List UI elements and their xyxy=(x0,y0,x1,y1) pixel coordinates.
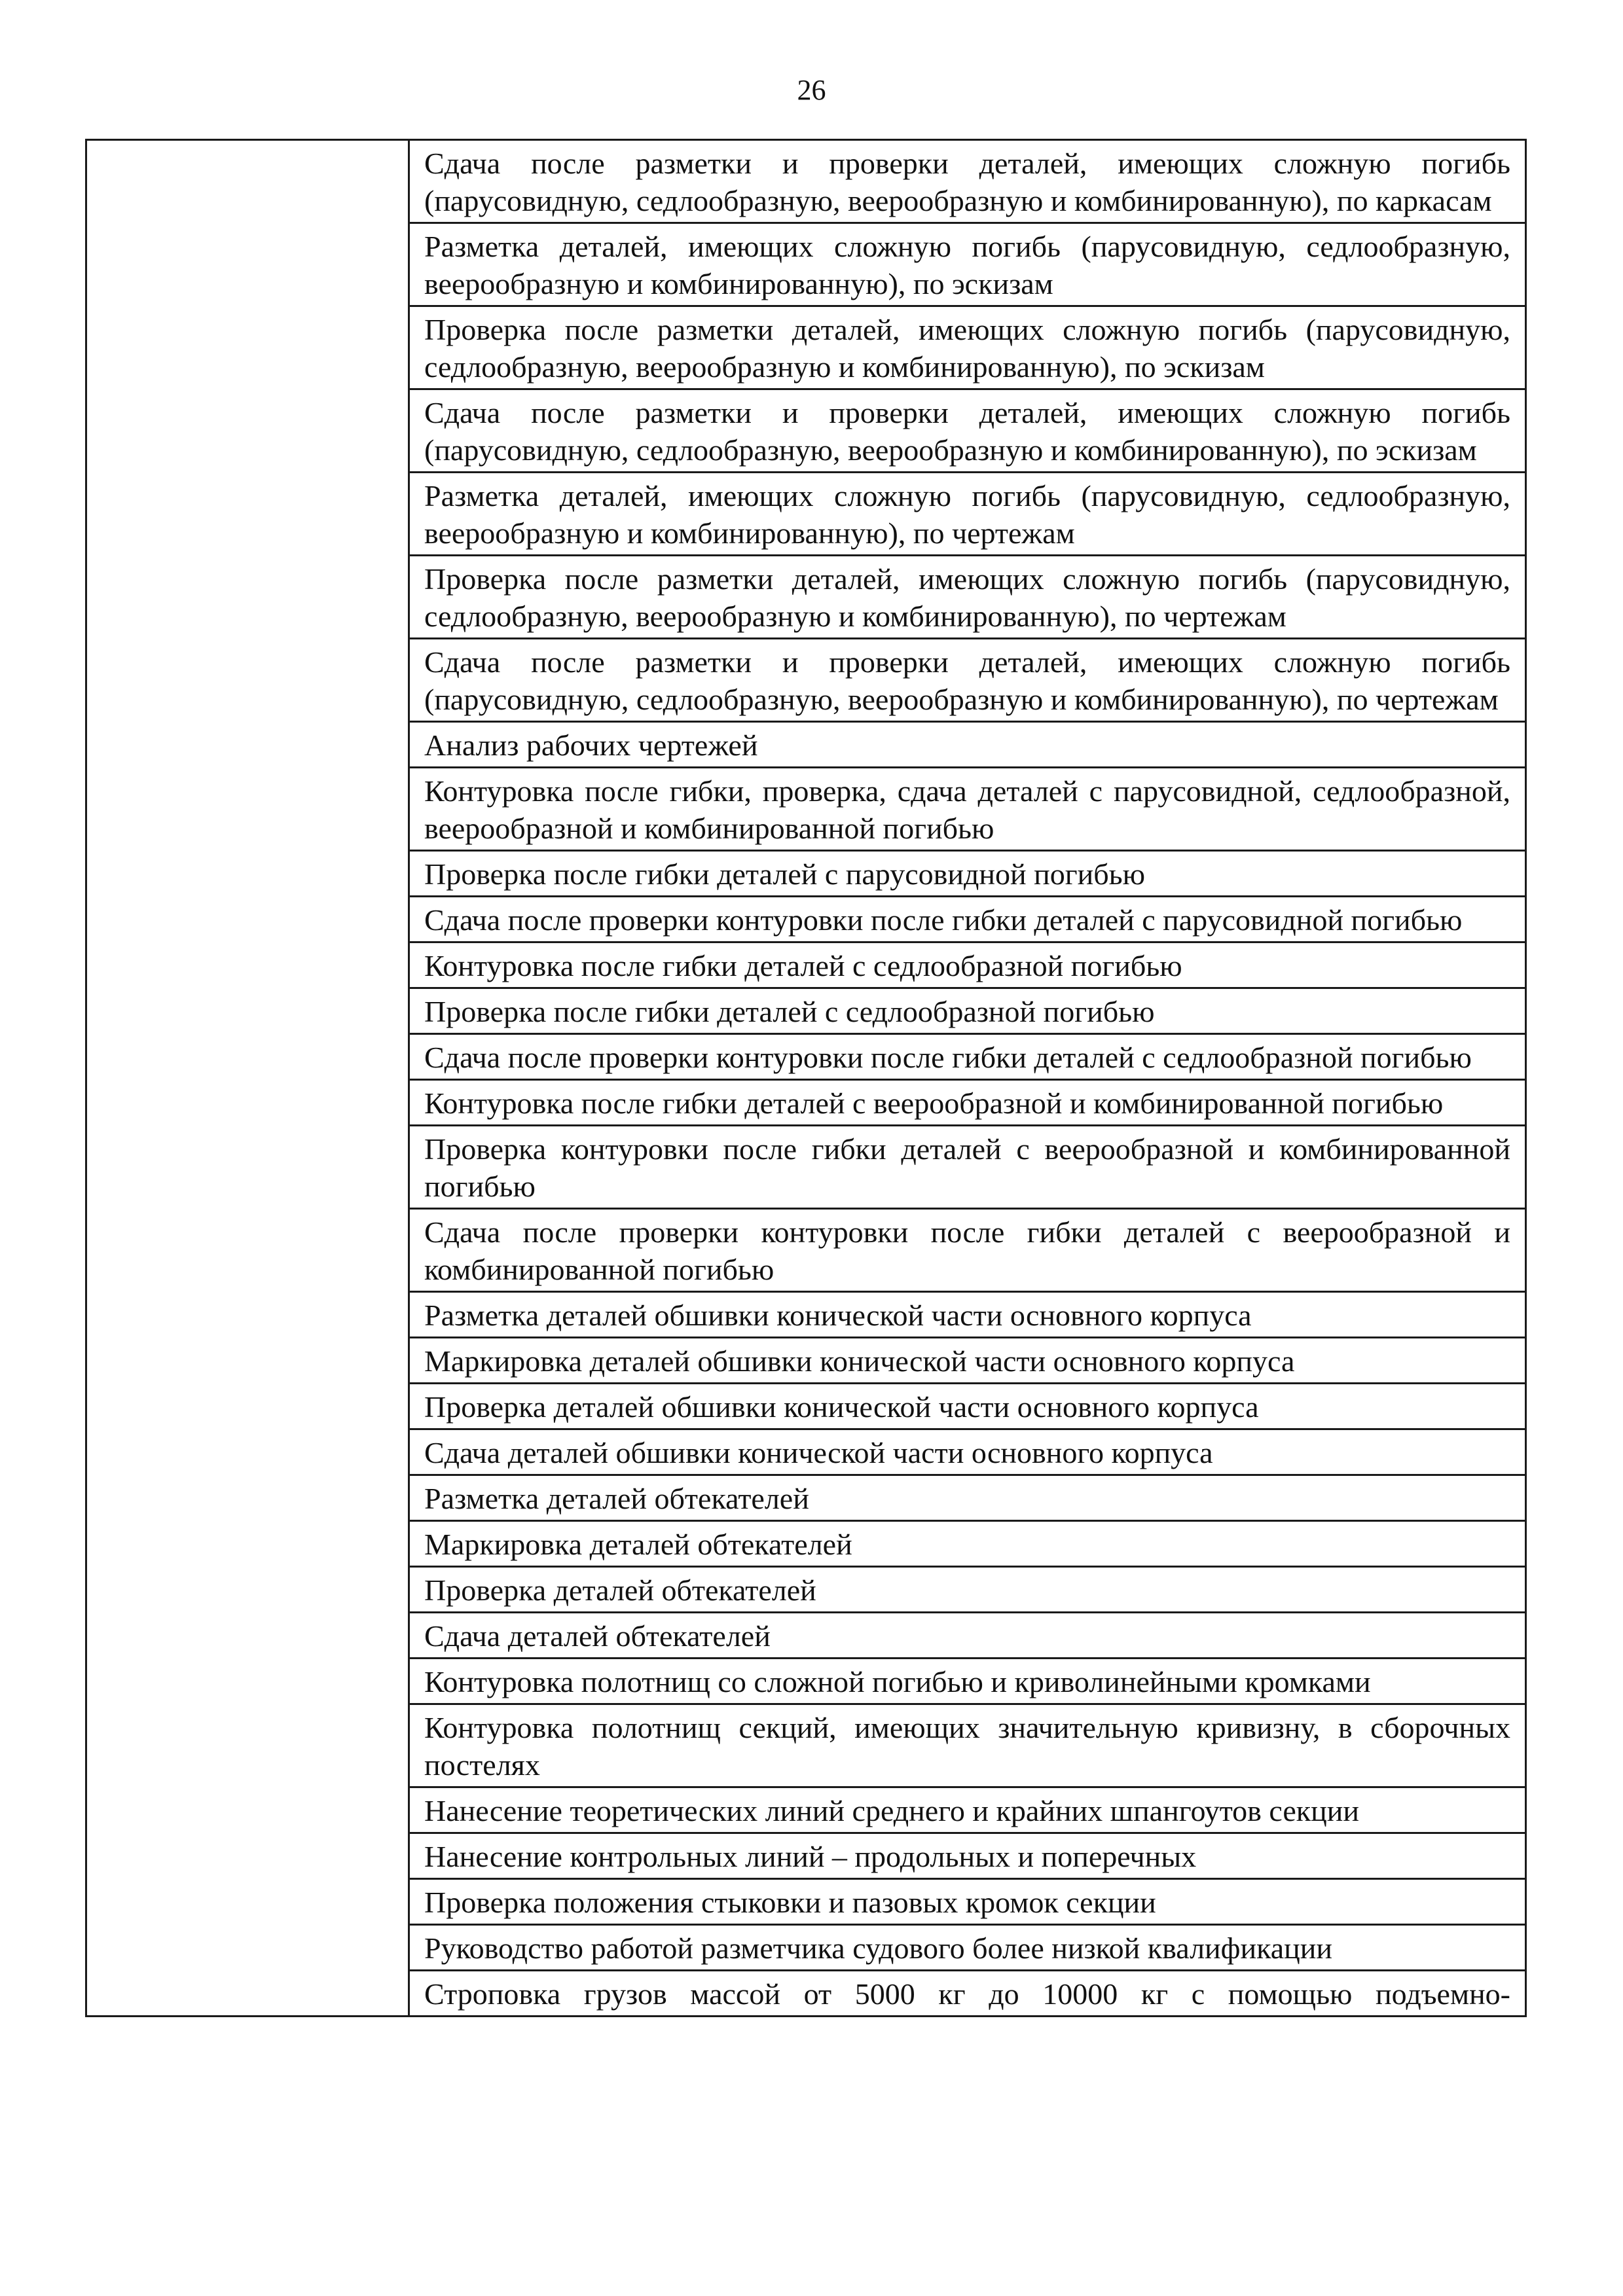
duty-cell: Сдача после разметки и проверки деталей, имеющих сложную погибь (парусовидную, седлообразную, веерообразную и комбинированную), по эскизам xyxy=(409,389,1526,473)
duty-cell: Проверка контуровки после гибки деталей с веерообразной и комбинированной погибью xyxy=(409,1126,1526,1209)
duties-table xyxy=(85,139,1527,2017)
duty-cell: Сдача деталей обтекателей xyxy=(409,1613,1526,1659)
duty-cell: Разметка деталей, имеющих сложную погибь (парусовидную, седлообразную, веерообразную и комбинированную), по эскизам xyxy=(409,223,1526,306)
duty-cell: Сдача деталей обшивки конической части основного корпуса xyxy=(409,1429,1526,1475)
duty-cell: Сдача после проверки контуровки после гибки деталей с седлообразной погибью xyxy=(409,1034,1526,1080)
duty-cell: Проверка после разметки деталей, имеющих сложную погибь (парусовидную, седлообразную, веерообразную и комбинированную), по эскизам xyxy=(409,306,1526,389)
table-row xyxy=(86,140,1526,223)
duty-cell: Проверка после гибки деталей с седлообразной погибью xyxy=(409,988,1526,1034)
duty-cell: Контуровка после гибки деталей с веерообразной и комбинированной погибью xyxy=(409,1080,1526,1126)
duty-cell: Нанесение теоретических линий среднего и крайних шпангоутов секции xyxy=(409,1787,1526,1833)
duty-cell: Контуровка полотнищ со сложной погибью и криволинейными кромками xyxy=(409,1659,1526,1704)
duty-cell: Проверка деталей обтекателей xyxy=(409,1567,1526,1613)
duty-cell: Разметка деталей обшивки конической части основного корпуса xyxy=(409,1292,1526,1338)
duties-table-body xyxy=(86,140,1526,2017)
duty-cell: Строповка грузов массой от 5000 кг до 10000 кг с помощью подъемно- xyxy=(409,1971,1526,2017)
duty-cell: Контуровка после гибки, проверка, сдача деталей с парусовидной, седлообразной, веерообразной и комбинированной погибью xyxy=(409,768,1526,851)
duty-cell: Разметка деталей, имеющих сложную погибь (парусовидную, седлообразную, веерообразную и комбинированную), по чертежам xyxy=(409,473,1526,556)
duty-cell: Руководство работой разметчика судового более низкой квалификации xyxy=(409,1925,1526,1971)
duty-cell: Проверка положения стыковки и пазовых кромок секции xyxy=(409,1879,1526,1925)
left-column-cell xyxy=(86,140,409,2017)
duty-cell: Маркировка деталей обшивки конической части основного корпуса xyxy=(409,1338,1526,1384)
duty-cell: Сдача после разметки и проверки деталей, имеющих сложную погибь (парусовидную, седлообразную, веерообразную и комбинированную), по чертежам xyxy=(409,639,1526,722)
duty-cell: Сдача после проверки контуровки после гибки деталей с парусовидной погибью xyxy=(409,897,1526,942)
duty-cell: Маркировка деталей обтекателей xyxy=(409,1521,1526,1567)
duty-cell: Проверка деталей обшивки конической части основного корпуса xyxy=(409,1384,1526,1429)
duty-cell: Разметка деталей обтекателей xyxy=(409,1475,1526,1521)
duty-cell: Сдача после проверки контуровки после гибки деталей с веерообразной и комбинированной погибью xyxy=(409,1209,1526,1292)
duty-cell: Нанесение контрольных линий – продольных и поперечных xyxy=(409,1833,1526,1879)
duty-cell: Сдача после разметки и проверки деталей, имеющих сложную погибь (парусовидную, седлообразную, веерообразную и комбинированную), по каркасам xyxy=(409,140,1526,223)
duty-cell: Проверка после разметки деталей, имеющих сложную погибь (парусовидную, седлообразную, веерообразную и комбинированную), по чертежам xyxy=(409,556,1526,639)
duty-cell: Контуровка полотнищ секций, имеющих значительную кривизну, в сборочных постелях xyxy=(409,1704,1526,1787)
duty-cell: Проверка после гибки деталей с парусовидной погибью xyxy=(409,851,1526,897)
duty-cell: Контуровка после гибки деталей с седлообразной погибью xyxy=(409,942,1526,988)
duty-cell: Анализ рабочих чертежей xyxy=(409,722,1526,768)
duties-table-container xyxy=(85,139,1527,2017)
page-number: 26 xyxy=(797,74,826,106)
